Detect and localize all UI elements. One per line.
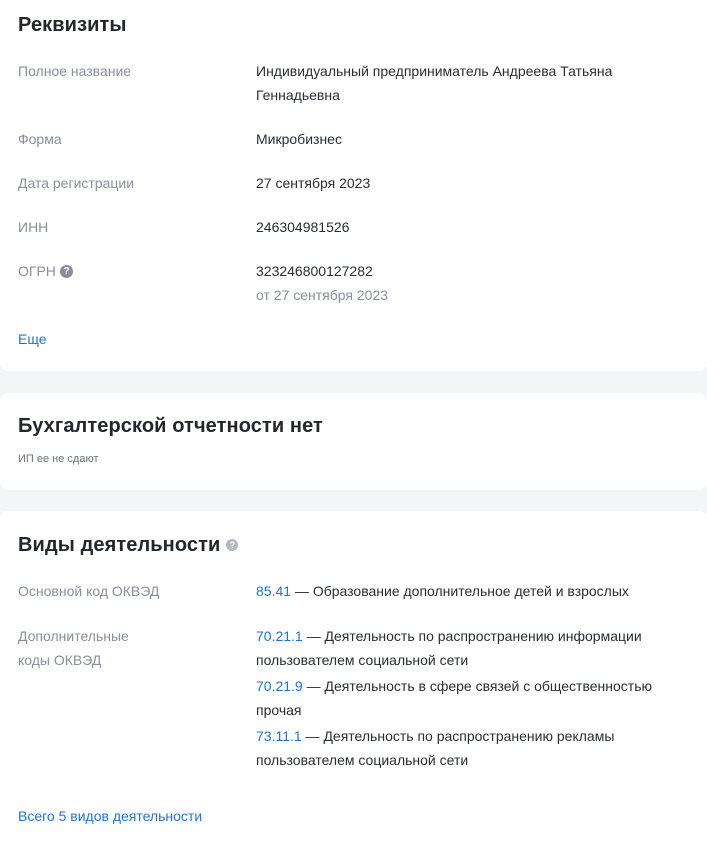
main-okved-label: Основной код ОКВЭД bbox=[18, 583, 160, 599]
requisites-title: Реквизиты bbox=[18, 14, 127, 36]
full-name-value: Индивидуальный предприниматель Андреева Татьяна Геннадьевна bbox=[256, 63, 613, 103]
extra-okved-label-line1: Дополнительные bbox=[18, 628, 129, 644]
ogrn-label-row bbox=[18, 259, 73, 283]
activities-title-row bbox=[18, 534, 238, 557]
reg-date-label: Дата регистрации bbox=[18, 175, 135, 191]
requisites-card bbox=[0, 0, 707, 371]
extra-okved-code-link[interactable]: 70.21.9 bbox=[256, 678, 303, 694]
ogrn-value-block bbox=[256, 259, 388, 307]
extra-okved-item bbox=[256, 724, 681, 772]
main-okved-value bbox=[256, 579, 686, 603]
activities-title: Виды деятельности bbox=[18, 534, 221, 556]
question-circle-icon[interactable]: ? bbox=[226, 539, 238, 551]
activities-card bbox=[0, 511, 707, 851]
ogrn-date: от 27 сентября 2023 bbox=[256, 287, 389, 303]
accounting-caption: ИП ее не сдают bbox=[18, 453, 99, 465]
inn-label: ИНН bbox=[18, 219, 49, 235]
extra-okved-item bbox=[256, 624, 681, 672]
extra-okved-desc: — Деятельность в сфере связей с общественностью прочая bbox=[256, 678, 652, 718]
all-activities-link[interactable]: Всего 5 видов деятельности bbox=[18, 808, 203, 824]
extra-okved-desc: — Деятельность по распространению рекламы пользователем социальной сети bbox=[256, 728, 615, 768]
accounting-title: Бухгалтерской отчетности нет bbox=[18, 415, 323, 437]
inn-value: 246304981526 bbox=[256, 219, 350, 235]
ogrn-value: 323246800127282 bbox=[256, 263, 373, 279]
form-value: Микробизнес bbox=[256, 131, 342, 147]
form-label: Форма bbox=[18, 131, 62, 147]
question-circle-icon[interactable]: ? bbox=[60, 265, 73, 278]
reg-date-value: 27 сентября 2023 bbox=[256, 175, 371, 191]
more-link[interactable]: Еще bbox=[18, 331, 47, 347]
main-okved-desc: — Образование дополнительное детей и взрослых bbox=[291, 583, 629, 599]
full-name-label: Полное название bbox=[18, 63, 132, 79]
extra-okved-label bbox=[18, 624, 129, 672]
ogrn-label: ОГРН bbox=[18, 263, 56, 279]
extra-okved-code-link[interactable]: 73.11.1 bbox=[256, 728, 302, 744]
accounting-card bbox=[0, 393, 707, 490]
extra-okved-item bbox=[256, 674, 681, 722]
extra-okved-code-link[interactable]: 70.21.1 bbox=[256, 628, 303, 644]
extra-okved-desc: — Деятельность по распространению информации пользователем социальной сети bbox=[256, 628, 642, 668]
extra-okved-list bbox=[256, 624, 681, 774]
main-okved-code-link[interactable]: 85.41 bbox=[256, 583, 292, 599]
extra-okved-label-line2: коды ОКВЭД bbox=[18, 652, 102, 668]
